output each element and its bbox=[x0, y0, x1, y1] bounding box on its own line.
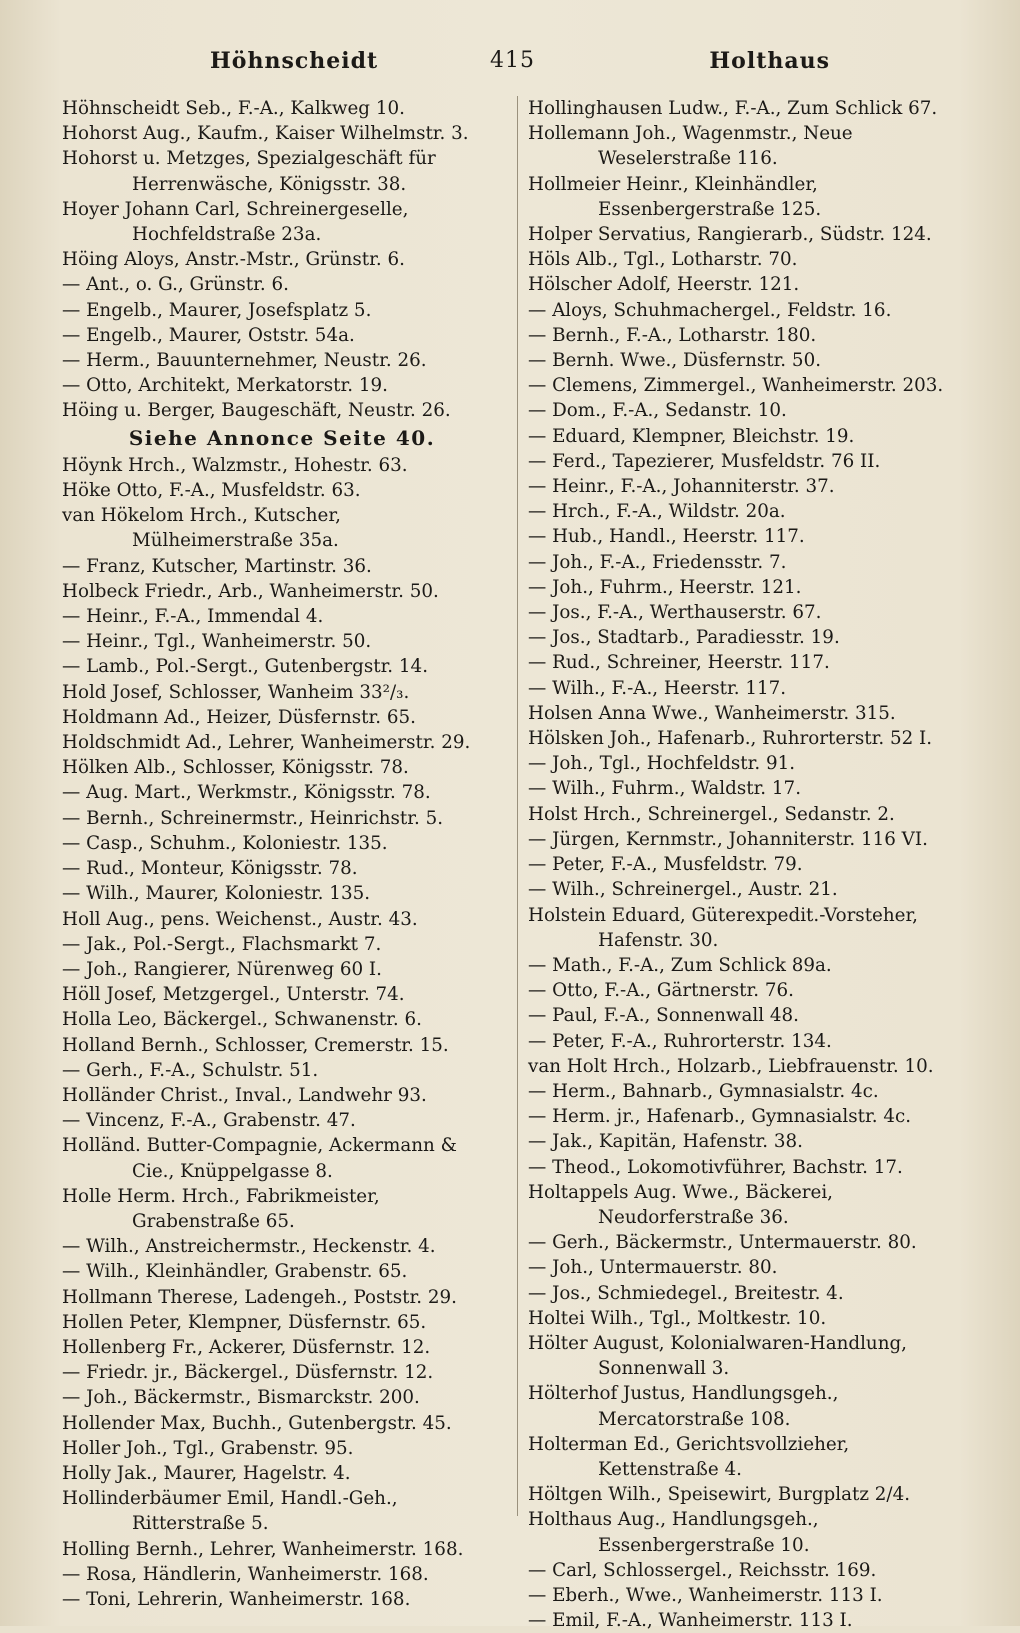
directory-entry: Holthaus Aug., Handlungsgeh., Essenbergerstraße 10. bbox=[528, 1509, 819, 1556]
directory-entry: — Jürgen, Kernmstr., Johanniterstr. 116 VI. bbox=[528, 828, 928, 850]
directory-entry: — Friedr. jr., Bäckergel., Düsfernstr. 12. bbox=[62, 1362, 434, 1384]
directory-entry: Hold Josef, Schlosser, Wanheim 33²/₃. bbox=[62, 681, 410, 703]
advertisement-notice: Siehe Annonce Seite 40. bbox=[128, 425, 436, 450]
directory-entry: Hollmann Therese, Ladengeh., Poststr. 29. bbox=[62, 1286, 457, 1308]
directory-entry: Hollinghausen Ludw., F.-A., Zum Schlick 67. bbox=[528, 98, 938, 119]
directory-entry: Holler Joh., Tgl., Grabenstr. 95. bbox=[62, 1437, 354, 1459]
directory-entry: Höhnscheidt Seb., F.-A., Kalkweg 10. bbox=[62, 98, 405, 119]
directory-entry: — Hub., Handl., Heerstr. 117. bbox=[528, 526, 805, 548]
header-right-word: Holthaus bbox=[709, 48, 830, 74]
directory-entry: — Bernh., Schreinermstr., Heinrichstr. 5. bbox=[62, 807, 444, 829]
directory-entry: — Herm., Bahnarb., Gymnasialstr. 4c. bbox=[528, 1080, 879, 1102]
directory-entry: — Herm. jr., Hafenarb., Gymnasialstr. 4c. bbox=[528, 1106, 912, 1128]
directory-entry: — Joh., Bäckermstr., Bismarckstr. 200. bbox=[62, 1387, 420, 1409]
directory-entry: — Paul, F.-A., Sonnenwall 48. bbox=[528, 1005, 799, 1027]
directory-entry: Holdmann Ad., Heizer, Düsfernstr. 65. bbox=[62, 706, 416, 728]
directory-entry: Holling Bernh., Lehrer, Wanheimerstr. 168. bbox=[62, 1538, 464, 1560]
directory-entry: Hölscher Adolf, Heerstr. 121. bbox=[528, 274, 800, 296]
directory-entry: — Otto, Architekt, Merkatorstr. 19. bbox=[62, 375, 388, 397]
directory-entry: — Theod., Lokomotivführer, Bachstr. 17. bbox=[528, 1156, 903, 1178]
directory-entry: Höll Josef, Metzgergel., Unterstr. 74. bbox=[62, 984, 405, 1006]
directory-entry: Hollenberg Fr., Ackerer, Düsfernstr. 12. bbox=[62, 1336, 431, 1358]
directory-entry: — Dom., F.-A., Sedanstr. 10. bbox=[528, 400, 787, 422]
directory-entry: Hölsken Joh., Hafenarb., Ruhrorterstr. 52 I. bbox=[528, 728, 933, 750]
directory-entry: — Hrch., F.-A., Wildstr. 20a. bbox=[528, 501, 786, 523]
directory-entry: Hoyer Johann Carl, Schreinergeselle, Hochfeldstraße 23a. bbox=[62, 198, 409, 246]
directory-entry: — Jos., Schmiedegel., Breitestr. 4. bbox=[528, 1282, 844, 1304]
directory-entry: Höke Otto, F.-A., Musfeldstr. 63. bbox=[62, 480, 361, 502]
directory-entry: — Ferd., Tapezierer, Musfeldstr. 76 II. bbox=[528, 450, 881, 472]
directory-entry: Hollinderbäumer Emil, Handl.-Geh., Ritterstraße 5. bbox=[62, 1488, 398, 1535]
directory-entry: — Jos., Stadtarb., Paradiesstr. 19. bbox=[528, 627, 840, 649]
directory-entry: Hohorst Aug., Kaufm., Kaiser Wilhelmstr. 3. bbox=[62, 123, 469, 145]
directory-entry: Höltgen Wilh., Speisewirt, Burgplatz 2/4. bbox=[528, 1484, 911, 1506]
directory-entry: Holsen Anna Wwe., Wanheimerstr. 315. bbox=[528, 702, 896, 724]
directory-entry: Holland Bernh., Schlosser, Cremerstr. 15. bbox=[62, 1034, 449, 1056]
directory-entry: Höls Alb., Tgl., Lotharstr. 70. bbox=[528, 249, 798, 271]
directory-entry: Hollen Peter, Klempner, Düsfernstr. 65. bbox=[62, 1311, 427, 1333]
directory-entry: Holbeck Friedr., Arb., Wanheimerstr. 50. bbox=[62, 580, 439, 602]
directory-entry: Holly Jak., Maurer, Hagelstr. 4. bbox=[62, 1462, 351, 1484]
directory-entry: — Engelb., Maurer, Oststr. 54a. bbox=[62, 324, 355, 346]
directory-entry: — Peter, F.-A., Ruhrorterstr. 134. bbox=[528, 1030, 832, 1052]
directory-entry: — Wilh., Anstreichermstr., Heckenstr. 4. bbox=[62, 1236, 436, 1258]
directory-entry: Holländ. Butter-Compagnie, Ackermann & Cie., Knüppelgasse 8. bbox=[62, 1135, 457, 1182]
directory-entry: Hölter August, Kolonialwaren-Handlung, Sonnenwall 3. bbox=[528, 1332, 907, 1380]
directory-entry: — Engelb., Maurer, Josefsplatz 5. bbox=[62, 299, 372, 321]
page-header bbox=[60, 44, 960, 78]
directory-entry: — Peter, F.-A., Musfeldstr. 79. bbox=[528, 854, 803, 876]
directory-entry: van Holt Hrch., Holzarb., Liebfrauenstr. 10. bbox=[528, 1055, 934, 1077]
directory-entry: — Emil, F.-A., Wanheimerstr. 113 I. bbox=[528, 1610, 853, 1632]
header-left-word: Höhnscheidt bbox=[210, 48, 379, 74]
directory-entry: — Rosa, Händlerin, Wanheimerstr. 168. bbox=[62, 1563, 429, 1585]
directory-entry: Holterman Ed., Gerichtsvollzieher, Kettenstraße 4. bbox=[528, 1433, 850, 1480]
directory-entry: — Gerh., F.-A., Schulstr. 51. bbox=[62, 1059, 319, 1081]
directory-entry: — Jos., F.-A., Werthauserstr. 67. bbox=[528, 602, 822, 624]
directory-entry: Hohorst u. Metzges, Spezialgeschäft für Herrenwäsche, Königsstr. 38. bbox=[62, 148, 436, 195]
directory-entry: — Otto, F.-A., Gärtnerstr. 76. bbox=[528, 980, 794, 1002]
directory-entry: Holtappels Aug. Wwe., Bäckerei, Neudorferstraße 36. bbox=[528, 1181, 833, 1228]
directory-entry: Holst Hrch., Schreinergel., Sedanstr. 2. bbox=[528, 803, 895, 825]
directory-entry: Hollemann Joh., Wagenmstr., Neue Weselerstraße 116. bbox=[528, 123, 853, 170]
directory-entry: — Wilh., Fuhrm., Waldstr. 17. bbox=[528, 778, 802, 800]
directory-entry: Holländer Christ., Inval., Landwehr 93. bbox=[62, 1084, 427, 1106]
directory-entry: — Rud., Schreiner, Heerstr. 117. bbox=[528, 652, 830, 674]
directory-entry: — Jak., Pol.-Sergt., Flachsmarkt 7. bbox=[62, 933, 382, 955]
left-column bbox=[62, 96, 502, 1612]
directory-entry: — Joh., Rangierer, Nürenweg 60 I. bbox=[62, 958, 382, 980]
directory-entry: Hölken Alb., Schlosser, Königsstr. 78. bbox=[62, 757, 409, 779]
directory-entry: Holdschmidt Ad., Lehrer, Wanheimerstr. 29. bbox=[62, 732, 471, 754]
directory-entry: Höing u. Berger, Baugeschäft, Neustr. 26. bbox=[62, 400, 451, 422]
directory-entry: — Eberh., Wwe., Wanheimerstr. 113 I. bbox=[528, 1584, 883, 1606]
directory-entry: — Vincenz, F.-A., Grabenstr. 47. bbox=[62, 1110, 356, 1132]
directory-entry: — Joh., Fuhrm., Heerstr. 121. bbox=[528, 576, 802, 598]
directory-entry: — Aloys, Schuhmachergel., Feldstr. 16. bbox=[528, 299, 892, 321]
directory-entry: — Lamb., Pol.-Sergt., Gutenbergstr. 14. bbox=[62, 656, 428, 678]
directory-entry: — Wilh., Maurer, Koloniestr. 135. bbox=[62, 883, 371, 905]
directory-entry: — Ant., o. G., Grünstr. 6. bbox=[62, 274, 289, 296]
directory-entry: Höing Aloys, Anstr.-Mstr., Grünstr. 6. bbox=[62, 249, 405, 271]
directory-entry: — Aug. Mart., Werkmstr., Königsstr. 78. bbox=[62, 782, 431, 804]
directory-entry: — Gerh., Bäckermstr., Untermauerstr. 80. bbox=[528, 1232, 917, 1254]
directory-entry: — Herm., Bauunternehmer, Neustr. 26. bbox=[62, 350, 427, 372]
directory-entry: — Joh., Tgl., Hochfeldstr. 91. bbox=[528, 753, 796, 775]
directory-entry: — Heinr., F.-A., Immendal 4. bbox=[62, 606, 324, 628]
directory-entry: — Joh., F.-A., Friedensstr. 7. bbox=[528, 551, 787, 573]
directory-entry: Höynk Hrch., Walzmstr., Hohestr. 63. bbox=[62, 454, 408, 476]
directory-entry: Holper Servatius, Rangierarb., Südstr. 124. bbox=[528, 224, 932, 246]
directory-entry: Holle Herm. Hrch., Fabrikmeister, Grabenstraße 65. bbox=[62, 1185, 380, 1232]
directory-entry: Holstein Eduard, Güterexpedit.-Vorsteher, Hafenstr. 30. bbox=[528, 904, 918, 951]
directory-entry: — Clemens, Zimmergel., Wanheimerstr. 203. bbox=[528, 375, 944, 397]
directory-entry: — Heinr., F.-A., Johanniterstr. 37. bbox=[528, 476, 835, 498]
directory-entry: — Bernh., F.-A., Lotharstr. 180. bbox=[528, 324, 817, 346]
directory-entry: — Eduard, Klempner, Bleichstr. 19. bbox=[528, 425, 855, 447]
right-column bbox=[528, 96, 968, 1633]
directory-entry: — Jak., Kapitän, Hafenstr. 38. bbox=[528, 1131, 803, 1153]
directory-entry: Holl Aug., pens. Weichenst., Austr. 43. bbox=[62, 908, 418, 930]
directory-entry: — Carl, Schlossergel., Reichsstr. 169. bbox=[528, 1559, 877, 1581]
directory-entry: Hollmeier Heinr., Kleinhändler, Essenbergerstraße 125. bbox=[528, 173, 822, 220]
directory-entry: — Bernh. Wwe., Düsfernstr. 50. bbox=[528, 350, 822, 372]
directory-entry: — Casp., Schuhm., Koloniestr. 135. bbox=[62, 832, 388, 854]
directory-entry: — Heinr., Tgl., Wanheimerstr. 50. bbox=[62, 631, 372, 653]
directory-entry: — Wilh., Schreinergel., Austr. 21. bbox=[528, 879, 838, 901]
directory-entry: — Toni, Lehrerin, Wanheimerstr. 168. bbox=[62, 1588, 411, 1610]
directory-entry: — Rud., Monteur, Königsstr. 78. bbox=[62, 858, 358, 880]
directory-entry: Holtei Wilh., Tgl., Moltkestr. 10. bbox=[528, 1307, 827, 1329]
directory-entry: van Hökelom Hrch., Kutscher, Mülheimerstraße 35a. bbox=[62, 505, 341, 552]
directory-entry: — Wilh., F.-A., Heerstr. 117. bbox=[528, 677, 787, 699]
directory-entry: — Math., F.-A., Zum Schlick 89a. bbox=[528, 954, 832, 976]
directory-entry: Hollender Max, Buchh., Gutenbergstr. 45. bbox=[62, 1412, 452, 1434]
directory-entry: — Wilh., Kleinhändler, Grabenstr. 65. bbox=[62, 1261, 408, 1283]
directory-entry: — Franz, Kutscher, Martinstr. 36. bbox=[62, 555, 372, 577]
directory-entry: Hölterhof Justus, Handlungsgeh., Mercatorstraße 108. bbox=[528, 1383, 839, 1430]
directory-entry: — Joh., Untermauerstr. 80. bbox=[528, 1257, 778, 1279]
directory-entry: Holla Leo, Bäckergel., Schwanenstr. 6. bbox=[62, 1009, 422, 1031]
page-number: 415 bbox=[490, 48, 535, 73]
